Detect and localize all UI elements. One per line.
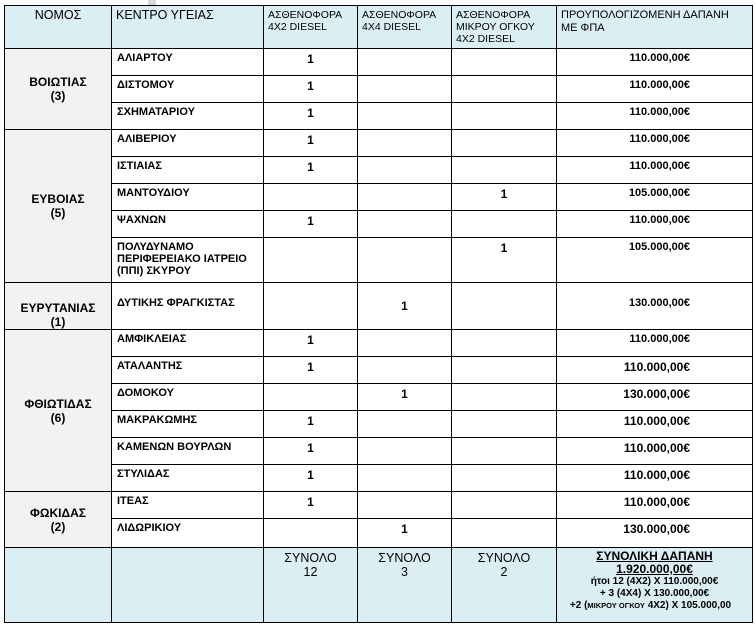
budget-cost: 110.000,00€: [557, 330, 753, 357]
totals-empty-prefecture: [5, 548, 112, 623]
center-name: ΙΤΕΑΣ: [112, 492, 264, 519]
ambulance-small-count: [452, 49, 557, 76]
prefecture-cell-fthiotida: [5, 330, 112, 492]
ambulance-4x2-count: 1: [264, 49, 358, 76]
breakdown-4x2: ήτοι 12 (4Χ2) Χ 110.000,00€: [590, 576, 719, 587]
header-ambulance-4x2: ΑΣΘΕΝΟΦΟΡΑ 4Χ2 DIESEL: [264, 6, 358, 49]
ambulance-4x4-count: [358, 76, 452, 103]
center-name: ΛΙΔΩΡΙΚΙΟΥ: [112, 519, 264, 548]
budget-cost: 110.000,00€: [557, 157, 753, 184]
ambulance-small-count: [452, 283, 557, 330]
ambulance-4x4-count: [358, 157, 452, 184]
breakdown-small-suffix: 4Χ2) Χ 105.000,00: [644, 600, 732, 611]
prefecture-cell-evrytania: [5, 283, 112, 330]
ambulance-small-count: [452, 357, 557, 384]
center-name: ΑΜΦΙΚΛΕΙΑΣ: [112, 330, 264, 357]
center-name: ΨΑΧΝΩΝ: [112, 211, 264, 238]
center-name: ΚΑΜΕΝΩΝ ΒΟΥΡΛΩΝ: [112, 438, 264, 465]
ambulance-4x4-count: [358, 238, 452, 283]
grand-total-value: 1.920.000,00€: [616, 562, 693, 576]
table-row: [5, 384, 753, 411]
prefecture-name: ΦΘΙΩΤΙΔΑΣ: [24, 396, 92, 411]
header-ambulance-small: ΑΣΘΕΝΟΦΟΡΑ ΜΙΚΡΟΥ ΟΓΚΟΥ 4Χ2 DIESEL: [452, 6, 557, 49]
table-row: [5, 49, 753, 76]
ambulance-4x4-count: [358, 184, 452, 211]
center-name: ΣΤΥΛΙΔΑΣ: [112, 465, 264, 492]
budget-cost: 110.000,00€: [557, 438, 753, 465]
total-value: 12: [303, 565, 318, 579]
table-row: [5, 238, 753, 283]
ambulance-small-count: [452, 130, 557, 157]
table-row: [5, 411, 753, 438]
center-name: ΔΥΤΙΚΗΣ ΦΡΑΓΚΙΣΤΑΣ: [112, 283, 264, 330]
breakdown-small: [557, 600, 753, 612]
ambulance-4x2-count: 1: [264, 103, 358, 130]
prefecture-count: (1): [50, 315, 66, 329]
header-budget: ΠΡΟΥΠΟΛΟΓΙΖΟΜΕΝΗ ΔΑΠΑΝΗ ΜΕ ΦΠΑ: [557, 6, 753, 49]
table-row: [5, 330, 753, 357]
prefecture-cell-evvoia: [5, 130, 112, 283]
budget-cost: 110.000,00€: [557, 357, 753, 384]
prefecture-name: ΦΩΚΙΔΑΣ: [30, 505, 86, 520]
grand-total: [557, 548, 753, 623]
prefecture-name: ΕΥΡΥΤΑΝΙΑΣ: [20, 301, 96, 315]
ambulance-small-count: [452, 492, 557, 519]
ambulance-4x2-count: 1: [264, 357, 358, 384]
ambulance-small-count: [452, 411, 557, 438]
ambulance-small-count: 1: [452, 184, 557, 211]
breakdown-small-type: ΜΙΚΡΟΥ ΟΓΚΟΥ: [587, 601, 645, 610]
table-row: [5, 184, 753, 211]
header-health-center: ΚΕΝΤΡΟ ΥΓΕΙΑΣ: [112, 6, 264, 49]
table-row: [5, 438, 753, 465]
breakdown-4x4: + 3 (4Χ4) Χ 130.000,00€: [599, 588, 710, 599]
budget-cost: 130.000,00€: [557, 384, 753, 411]
total-4x2: [264, 548, 358, 623]
ambulance-small-count: [452, 384, 557, 411]
ambulance-4x4-count: [358, 211, 452, 238]
ambulance-4x2-count: [264, 238, 358, 283]
ambulance-4x2-count: [264, 184, 358, 211]
budget-cost: 110.000,00€: [557, 492, 753, 519]
header-row: [5, 6, 753, 49]
ambulance-4x4-count: 1: [358, 384, 452, 411]
center-name: ΜΑΚΡΑΚΩΜΗΣ: [112, 411, 264, 438]
table-row: [5, 211, 753, 238]
ambulance-4x4-count: [358, 330, 452, 357]
budget-cost: 110.000,00€: [557, 465, 753, 492]
ambulance-budget-table: [4, 5, 753, 623]
totals-empty-center: [112, 548, 264, 623]
center-name: ΔΟΜΟΚΟΥ: [112, 384, 264, 411]
ambulance-small-count: [452, 330, 557, 357]
budget-cost: 110.000,00€: [557, 411, 753, 438]
budget-cost: 110.000,00€: [557, 49, 753, 76]
table-row: [5, 157, 753, 184]
ambulance-4x4-count: [358, 492, 452, 519]
budget-cost: 130.000,00€: [557, 283, 753, 330]
breakdown-small-prefix: +2 (: [569, 600, 588, 611]
table-row: [5, 465, 753, 492]
ambulance-4x2-count: [264, 519, 358, 548]
budget-cost: 105.000,00€: [557, 238, 753, 283]
ambulance-small-count: [452, 211, 557, 238]
total-value: 3: [401, 565, 408, 579]
ambulance-4x4-count: [358, 357, 452, 384]
ambulance-4x4-count: [358, 465, 452, 492]
ambulance-4x2-count: 1: [264, 438, 358, 465]
table-row: [5, 103, 753, 130]
ambulance-4x2-count: [264, 384, 358, 411]
budget-cost: 110.000,00€: [557, 76, 753, 103]
prefecture-cell-boiotia: [5, 49, 112, 130]
total-4x4: [358, 548, 452, 623]
center-name: ΣΧΗΜΑΤΑΡΙΟΥ: [112, 103, 264, 130]
budget-cost: 105.000,00€: [557, 184, 753, 211]
ambulance-4x2-count: 1: [264, 211, 358, 238]
total-small: [452, 548, 557, 623]
totals-row: [5, 548, 753, 623]
prefecture-name: ΕΥΒΟΙΑΣ: [31, 192, 85, 206]
center-name: ΙΣΤΙΑΙΑΣ: [112, 157, 264, 184]
prefecture-name: ΒΟΙΩΤΙΑΣ: [29, 75, 87, 89]
center-name: ΔΙΣΤΟΜΟΥ: [112, 76, 264, 103]
ambulance-4x4-count: [358, 130, 452, 157]
prefecture-count: (3): [50, 89, 66, 103]
budget-cost: 110.000,00€: [557, 211, 753, 238]
center-name: ΠΟΛΥΔΥΝΑΜΟ ΠΕΡΙΦΕΡΕΙΑΚΟ ΙΑΤΡΕΙΟ (ΠΠΙ) ΣΚΥΡΟΥ: [112, 238, 264, 283]
table-row: [5, 130, 753, 157]
ambulance-small-count: [452, 438, 557, 465]
ambulance-4x2-count: 1: [264, 465, 358, 492]
ambulance-4x2-count: [264, 283, 358, 330]
center-name: ΑΛΙΑΡΤΟΥ: [112, 49, 264, 76]
ambulance-small-count: 1: [452, 238, 557, 283]
ambulance-4x4-count: [358, 411, 452, 438]
ambulance-small-count: [452, 157, 557, 184]
total-label: ΣΥΝΟΛΟ: [477, 551, 531, 565]
ambulance-4x2-count: 1: [264, 157, 358, 184]
budget-cost: 110.000,00€: [557, 103, 753, 130]
prefecture-cell-fokida: [5, 492, 112, 548]
prefecture-count: (6): [50, 410, 66, 425]
total-value: 2: [500, 565, 508, 579]
budget-cost: 110.000,00€: [557, 130, 753, 157]
ambulance-small-count: [452, 519, 557, 548]
ambulance-small-count: [452, 76, 557, 103]
center-name: ΑΛΙΒΕΡΙΟΥ: [112, 130, 264, 157]
prefecture-count: (5): [50, 206, 66, 220]
total-label: ΣΥΝΟΛΟ: [378, 551, 431, 565]
table-row: [5, 519, 753, 548]
table-row: [5, 492, 753, 519]
ambulance-4x2-count: 1: [264, 411, 358, 438]
ambulance-4x4-count: 1: [358, 519, 452, 548]
table-row: [5, 76, 753, 103]
ambulance-4x2-count: 1: [264, 492, 358, 519]
prefecture-count: (2): [50, 519, 66, 534]
ambulance-4x4-count: 1: [358, 283, 452, 330]
budget-cost: 130.000,00€: [557, 519, 753, 548]
ambulance-small-count: [452, 103, 557, 130]
header-ambulance-4x4: ΑΣΘΕΝΟΦΟΡΑ 4Χ4 DIESEL: [358, 6, 452, 49]
ambulance-4x4-count: [358, 438, 452, 465]
center-name: ΑΤΑΛΑΝΤΗΣ: [112, 357, 264, 384]
ambulance-4x2-count: 1: [264, 76, 358, 103]
total-label: ΣΥΝΟΛΟ: [284, 551, 337, 565]
ambulance-4x2-count: 1: [264, 330, 358, 357]
ambulance-4x2-count: 1: [264, 130, 358, 157]
center-name: ΜΑΝΤΟΥΔΙΟΥ: [112, 184, 264, 211]
grand-total-label: ΣΥΝΟΛΙΚΗ ΔΑΠΑΝΗ: [596, 549, 713, 563]
ambulance-small-count: [452, 465, 557, 492]
table-row: [5, 357, 753, 384]
ambulance-4x4-count: [358, 103, 452, 130]
header-prefecture: ΝΟΜΟΣ: [5, 6, 112, 49]
ambulance-4x4-count: [358, 49, 452, 76]
table-row: [5, 283, 753, 330]
